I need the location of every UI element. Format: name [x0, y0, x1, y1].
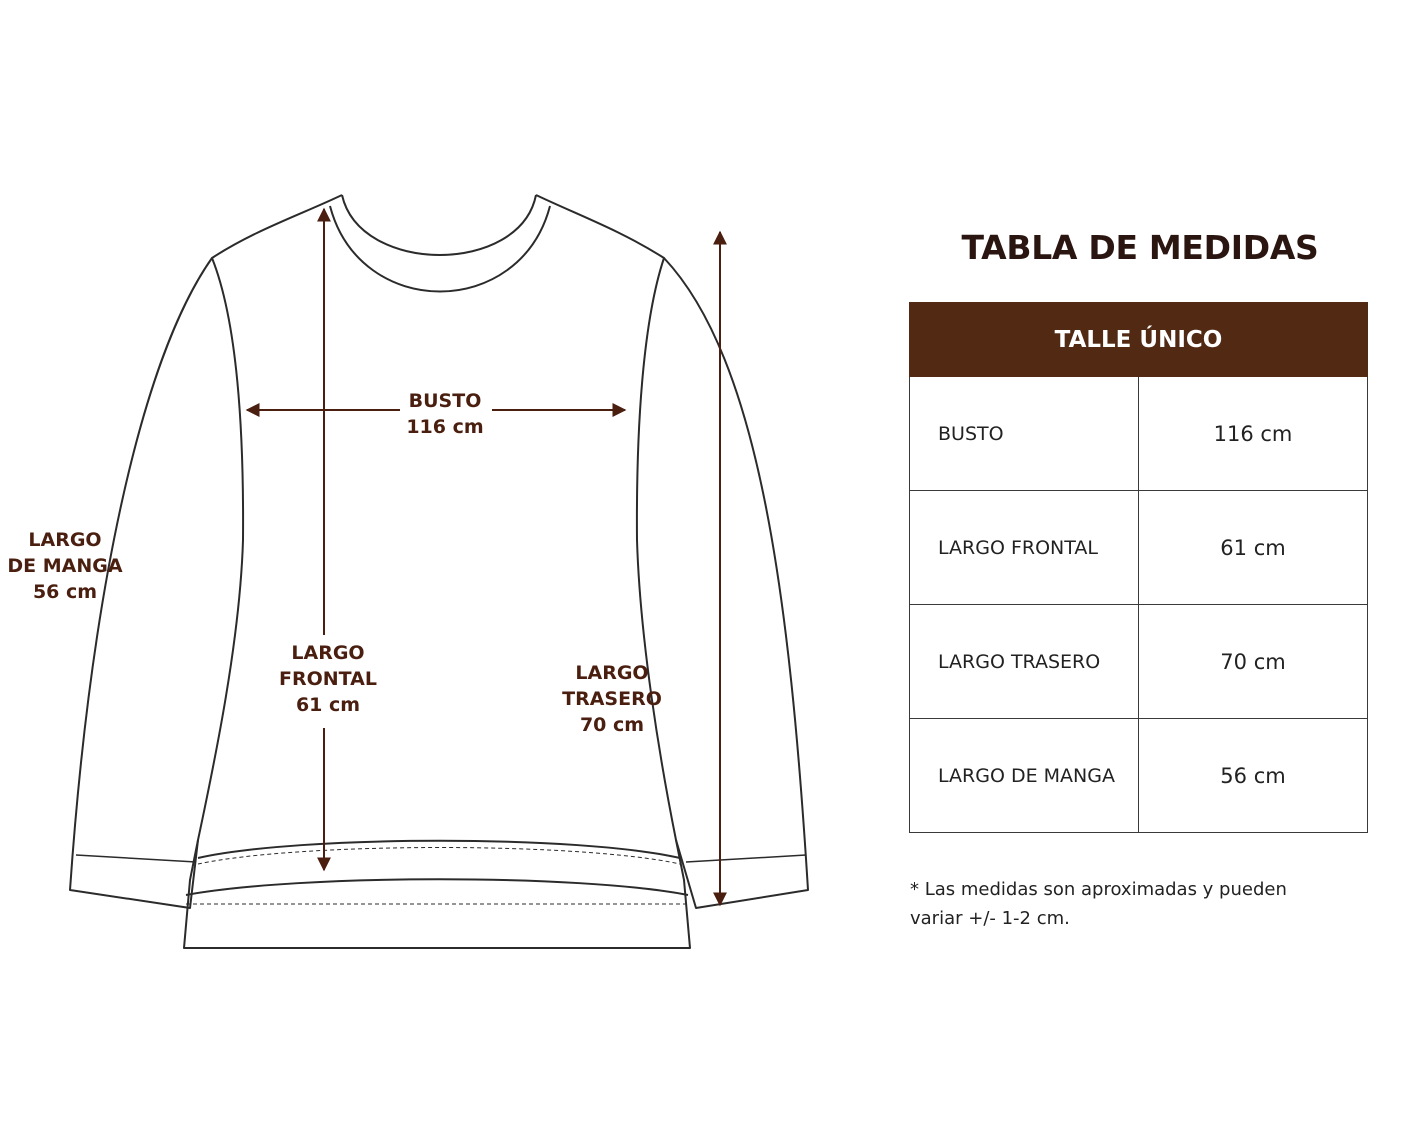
table-title: TABLA DE MEDIDAS: [961, 228, 1319, 267]
table-row: [910, 719, 1368, 833]
largo-frontal-value: 61 cm: [295, 694, 361, 716]
largo-trasero-value: 70 cm: [579, 714, 645, 736]
sweater-outline: [70, 195, 808, 948]
measurement-arrows: [247, 209, 720, 905]
largo-trasero-label: [552, 660, 672, 738]
measure-label: BUSTO: [910, 377, 1139, 491]
measure-label: LARGO FRONTAL: [910, 491, 1139, 605]
busto-label-name: BUSTO: [408, 390, 482, 412]
size-table: [909, 302, 1368, 833]
largo-manga-value: 56 cm: [32, 581, 98, 603]
busto-label: [375, 388, 515, 440]
table-row: [910, 491, 1368, 605]
table-row: [910, 605, 1368, 719]
largo-trasero-line1: LARGO: [575, 662, 649, 684]
table-header: TALLE ÚNICO: [910, 303, 1368, 377]
measure-value: 70 cm: [1139, 605, 1368, 719]
measure-value: 61 cm: [1139, 491, 1368, 605]
largo-trasero-line2: TRASERO: [562, 688, 662, 710]
measure-value: 116 cm: [1139, 377, 1368, 491]
table-header-row: [910, 303, 1368, 377]
largo-frontal-line1: LARGO: [291, 642, 365, 664]
largo-frontal-line2: FRONTAL: [279, 668, 377, 690]
largo-manga-label: [5, 527, 125, 605]
largo-frontal-label: [268, 640, 388, 718]
table-row: [910, 377, 1368, 491]
largo-manga-line2: DE MANGA: [7, 555, 123, 577]
largo-manga-line1: LARGO: [28, 529, 102, 551]
busto-label-value: 116 cm: [406, 416, 484, 438]
disclaimer-note: * Las medidas son aproximadas y pueden variar +/- 1-2 cm.: [910, 879, 1287, 929]
measure-label: LARGO TRASERO: [910, 605, 1139, 719]
measure-value: 56 cm: [1139, 719, 1368, 833]
measure-label: LARGO DE MANGA: [910, 719, 1139, 833]
